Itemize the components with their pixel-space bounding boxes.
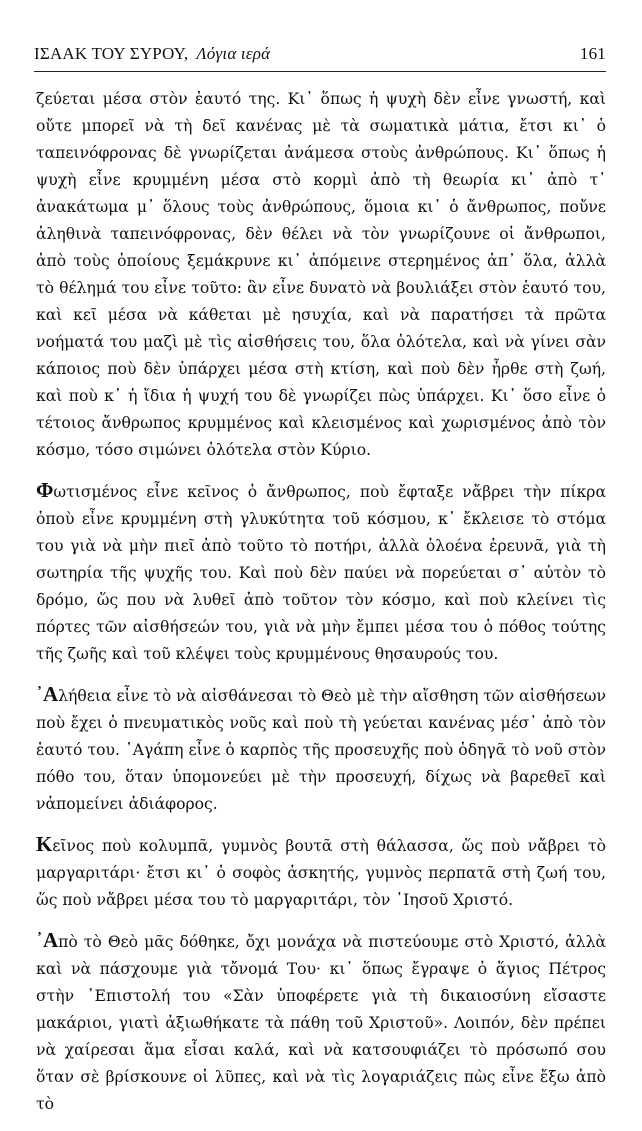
header-left [34, 44, 270, 64]
initial-letter: ᾽Α [36, 928, 59, 952]
initial-letter: ᾽Α [36, 682, 59, 706]
initial-letter: Κ [36, 832, 53, 856]
running-header [34, 44, 606, 64]
book-subtitle: Λόγια ιερά [196, 44, 271, 63]
paragraph-text: εῖνος ποὺ κολυμπᾶ, γυμνὸς βουτᾶ στὴ θάλασσα, ὥς ποὺ νἄβρει τὸ μαργαριτάρι· ἔτσι κι᾽ ὁ σοφὸς ἀσκητής, γυμνὸς περπατᾶ στὴ ζωή του, ὥς ποὺ νἄβρει μέσα του τὸ μαργαριτάρι, τὸν ᾽Ιησοῦ Χριστό. [36, 837, 606, 909]
header-rule [34, 71, 606, 72]
paragraph [36, 681, 606, 818]
book-title: ΙΣΑΑΚ ΤΟΥ ΣΥΡΟΥ, [34, 44, 189, 63]
paragraph-text: ζεύεται μέσα στὸν ἑαυτό της. Κι᾽ ὅπως ἡ ψυχὴ δὲν εἶνε γνωστή, καὶ οὔτε μπορεῖ νὰ τὴ δεῖ κανένας μὲ τὰ σωματικὰ μάτια, ἔτσι κι᾽ ὁ ταπεινόφρονας δὲ γνωρίζεται ἀνάμεσα στοὺς ἀνθρώπους. Κι᾽ ὅπως ἡ ψυχὴ εἶνε κρυμμένη μέσα στὸ κορμὶ ἀπὸ τὴ θεωρία κι᾽ ἀπὸ τ᾽ ἀνακάτωμα μ᾽ ὅλους τοὺς ἀνθρώπους, ὅμοια κι᾽ ὁ ἄνθρωπος, ποὔνε ἀληθινὰ ταπεινόφρονας, δὲν θέλει νὰ τὸν γνωρίζουνε οἱ ἄνθρωποι, ἀπὸ τοὺς ὁποίους ξεμάκρυνε κι᾽ ἀπόμεινε στερημένος ἀπ᾽ ὅλα, ἀλλὰ τὸ θέλημά του εἶνε τοῦτο: ἂν εἶνε δυνατὸ νὰ βουλιάξει στὸν ἑαυτό του, καὶ κεῖ μέσα νὰ κάθεται μὲ ησυχία, καὶ νὰ παρατήσει τὰ πρῶτα νοήματά του μαζὶ μὲ τὶς αἰσθήσεις του, ὅλα ὁλότελα, καὶ νὰ γίνει σὰν κάποιος ποὺ δὲν ὑπάρχει μέσα στὴ κτίση, καὶ ποὺ δὲν ἦρθε στὴ ζωή, καὶ ποὺ κ᾽ ἡ ἴδια ἡ ψυχή του δὲ γνωρίζει πὼς ὑπάρχει. Κι᾽ ὅσο εἶνε ὁ τέτοιος ἄνθρωπος κρυμμένος καὶ κλεισμένος καὶ χωρισμένος ἀπὸ τὸν κόσμο, τόσο σιμώνει ὁλότελα στὸν Κύριο. [36, 90, 606, 459]
initial-letter: Φ [36, 478, 54, 502]
paragraph [36, 86, 606, 464]
page-body [36, 86, 606, 1131]
paragraph-text: πὸ τὸ Θεὸ μᾶς δόθηκε, ὄχι μονάχα νὰ πιστεύουμε στὸ Χριστό, ἀλλὰ καὶ νὰ πάσχουμε γιὰ τὄνομά Του· κι᾽ ὅπως ἔγραψε ὁ ἅγιος Πέτρος στὴν ᾽Επιστολή του «Σὰν ὑποφέρετε γιὰ τὴ δικαιοσύνη εἴσαστε μακάριοι, γιατὶ ἀξιωθήκατε τὰ πάθη τοῦ Χριστοῦ». Λοιπόν, δὲν πρέπει νὰ χαίρεσαι ἅμα εἶσαι καλά, καὶ νὰ κατσουφιάζει τὸ πρόσωπό σου ὅταν σὲ βρίσκουνε οἱ λῦπες, καὶ νὰ τὶς λογαριάζεις πὼς εἶνε ἔξω ἀπὸ τὸ [36, 933, 606, 1113]
paragraph [36, 477, 606, 668]
paragraph [36, 831, 606, 914]
paragraph-text: λήθεια εἶνε τὸ νὰ αἰσθάνεσαι τὸ Θεὸ μὲ τὴν αἴσθηση τῶν αἰσθήσεων ποὺ ἔχει ὁ πνευματικὸς νοῦς καὶ ποὺ τὴ γεύεται κανένας μέσ᾽ ἀπὸ τὸν ἑαυτό του. ᾽Αγάπη εἶνε ὁ καρπὸς τῆς προσευχῆς ποὺ ὁδηγᾶ τὸ νοῦ στὸν πόθο του, ὅταν ὑπομονεύει μὲ τὴν προσευχή, δίχως νὰ βαρεθεῖ καὶ νἀπομείνει ἀδιάφορος. [36, 687, 606, 813]
page-number: 161 [579, 44, 606, 63]
paragraph [36, 927, 606, 1118]
paragraph-text: ωτισμένος εἶνε κεῖνος ὁ ἄνθρωπος, ποὺ ἔφταξε νἄβρει τὴν πίκρα ὁποὺ εἶνε κρυμμένη στὴ γλυκύτητα τοῦ κόσμου, κ᾽ ἔκλεισε τὸ στόμα του γιὰ νὰ μὴν πιεῖ ἀπὸ τοῦτο τὸ ποτήρι, ἀλλὰ ὁλοένα ἐρευνᾶ, γιὰ τὴ σωτηρία τῆς ψυχῆς του. Καὶ ποὺ δὲν παύει νὰ πορεύεται σ᾽ αὐτὸν τὸ δρόμο, ὥς που νὰ λυθεῖ ἀπὸ τοῦτον τὸν κόσμο, καὶ ποὺ κλείνει τὶς πόρτες τῶν αἰσθήσεών του, γιὰ νὰ μὴν ἔμπει μέσα του ὁ πόθος τούτης τῆς ζωῆς καὶ τοῦ κλέψει τοὺς κρυμμένους θησαυρούς του. [36, 483, 606, 663]
